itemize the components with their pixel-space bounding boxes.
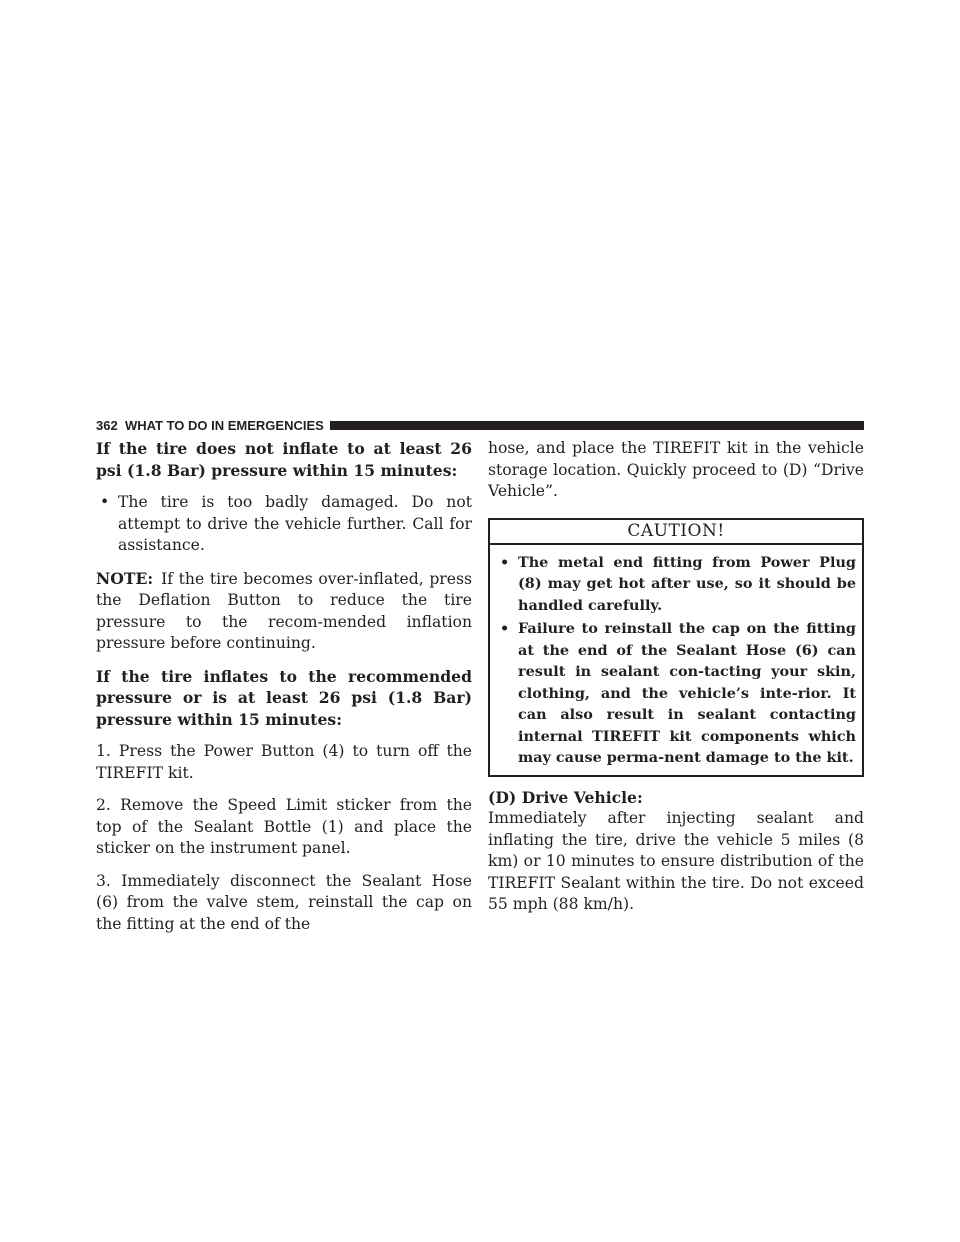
header-rule bbox=[321, 421, 864, 430]
bullet-icon: • bbox=[500, 553, 510, 571]
drive-text: Immediately after injecting sealant and inflating the tire, drive the vehicle 5 miles (8 km) or 10 minutes to ensure distribution of the TIREFIT Sealant within the tire. Do not exceed 55 mph (88 km/h). bbox=[488, 809, 864, 913]
right-column bbox=[488, 438, 864, 927]
bullet-damaged bbox=[96, 492, 472, 557]
step-3-part-1: 3. Immediately disconnect the Sealant Hose (6) from the valve stem, reinstall the cap on the fitting at the end of the bbox=[96, 871, 472, 933]
page-number: 362 bbox=[96, 418, 118, 433]
step-2: 2. Remove the Speed Limit sticker from the top of the Sealant Bottle (1) and place the sticker on the instrument panel. bbox=[96, 796, 472, 857]
step-3-part-2: hose, and place the TIREFIT kit in the vehicle storage location. Quickly proceed to (D) “Drive Vehicle”. bbox=[488, 439, 864, 500]
bullet-damaged-text: The tire is too badly damaged. Do not attempt to drive the vehicle further. Call for assistance. bbox=[118, 493, 472, 554]
page-header bbox=[96, 418, 864, 434]
bullet-icon: • bbox=[500, 620, 510, 637]
bullet-icon: • bbox=[100, 493, 110, 511]
section-title: WHAT TO DO IN EMERGENCIES bbox=[124, 418, 324, 433]
caution-item-text: The metal end fitting from Power Plug (8) may get hot after use, so it should be handled carefully. bbox=[518, 553, 856, 614]
caution-item bbox=[496, 552, 856, 617]
heading-not-inflate: If the tire does not inflate to at least 26 psi (1.8 Bar) pressure within 15 minutes: bbox=[96, 439, 472, 480]
header-text bbox=[96, 418, 330, 434]
note-text: If the tire becomes over-inflated, press the Deflation Button to reduce the tire pressure to the recom-mended inflation pressure before continuing. bbox=[96, 569, 472, 652]
left-column bbox=[96, 438, 472, 935]
step-1: 1. Press the Power Button (4) to turn off the TIREFIT kit. bbox=[96, 742, 472, 782]
heading-inflates: If the tire inflates to the recommended pressure or is at least 26 psi (1.8 Bar) pressure within 15 minutes: bbox=[96, 666, 472, 729]
caution-title: CAUTION! bbox=[490, 520, 862, 545]
caution-item-text: Failure to reinstall the cap on the fitting at the end of the Sealant Hose (6) can result in sealant con-tacting your skin, clothing, and the vehicle’s inte-rior. It can also result in sealant contacting internal TIREFIT kit components which may cause perma-nent damage to the kit. bbox=[518, 620, 856, 766]
drive-heading: (D) Drive Vehicle: bbox=[488, 787, 643, 807]
caution-item bbox=[496, 618, 856, 769]
caution-box bbox=[488, 518, 864, 777]
caution-body bbox=[490, 545, 862, 775]
note-paragraph bbox=[96, 568, 472, 655]
note-label: NOTE: bbox=[96, 568, 154, 588]
